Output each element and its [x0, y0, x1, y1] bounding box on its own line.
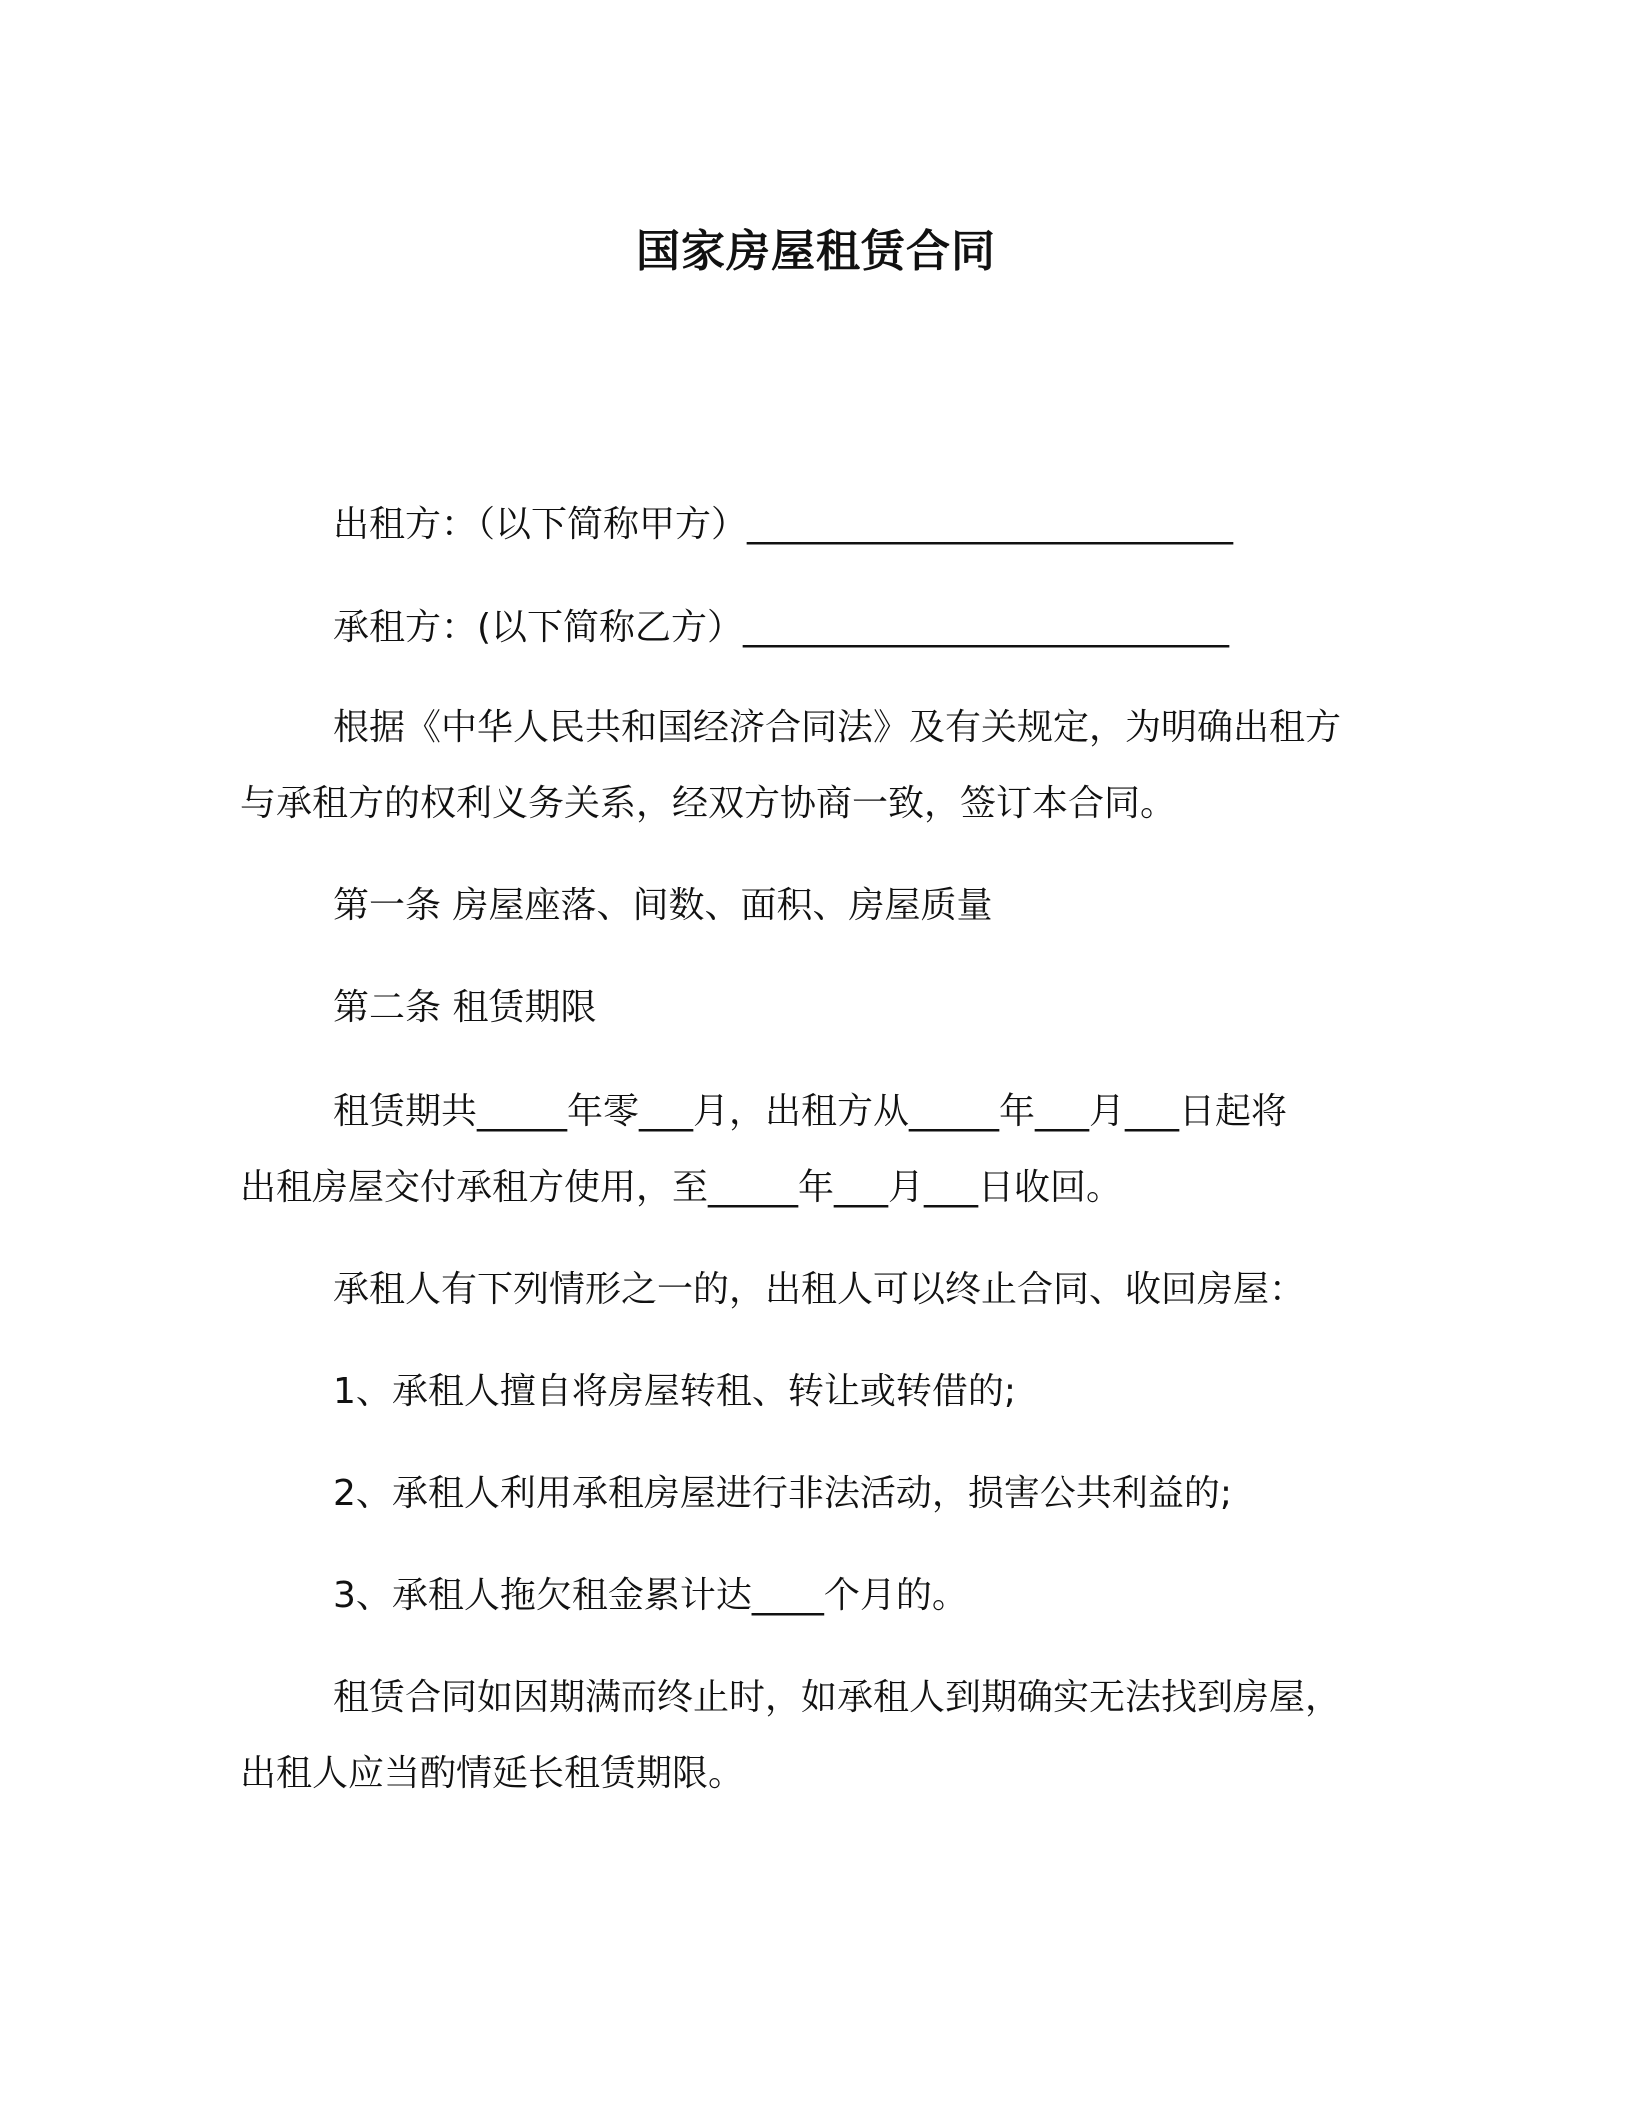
- article-2-heading: 第二条 租赁期限: [333, 987, 597, 1028]
- preamble-line-1: 根据《中华人民共和国经济合同法》及有关规定，为明确出租方: [333, 707, 1342, 748]
- termination-item-1: 1、承租人擅自将房屋转租、转让或转借的;: [333, 1371, 1017, 1412]
- term-line-2: 出租房屋交付承租方使用，至_____年___月___日收回。: [240, 1167, 1123, 1208]
- termination-intro: 承租人有下列情形之一的，出租人可以终止合同、收回房屋：: [333, 1269, 1306, 1310]
- article-1-heading: 第一条 房屋座落、间数、面积、房屋质量: [333, 885, 993, 926]
- preamble-line-2: 与承租方的权利义务关系，经双方协商一致，签订本合同。: [240, 783, 1177, 824]
- termination-item-2: 2、承租人利用承租房屋进行非法活动，损害公共利益的;: [333, 1473, 1233, 1514]
- termination-item-3: 3、承租人拖欠租金累计达____个月的。: [333, 1575, 968, 1616]
- term-line-1: 租赁期共_____年零___月，出租方从_____年___月___日起将: [333, 1091, 1288, 1132]
- lessee-line: 承租方：(以下简称乙方）___________________________: [333, 607, 1230, 648]
- extension-line-2: 出租人应当酌情延长租赁期限。: [240, 1753, 745, 1794]
- lessor-line: 出租方：（以下简称甲方）___________________________: [333, 504, 1234, 545]
- extension-line-1: 租赁合同如因期满而终止时，如承租人到期确实无法找到房屋，: [333, 1677, 1342, 1718]
- document-title: 国家房屋租赁合同: [636, 226, 996, 277]
